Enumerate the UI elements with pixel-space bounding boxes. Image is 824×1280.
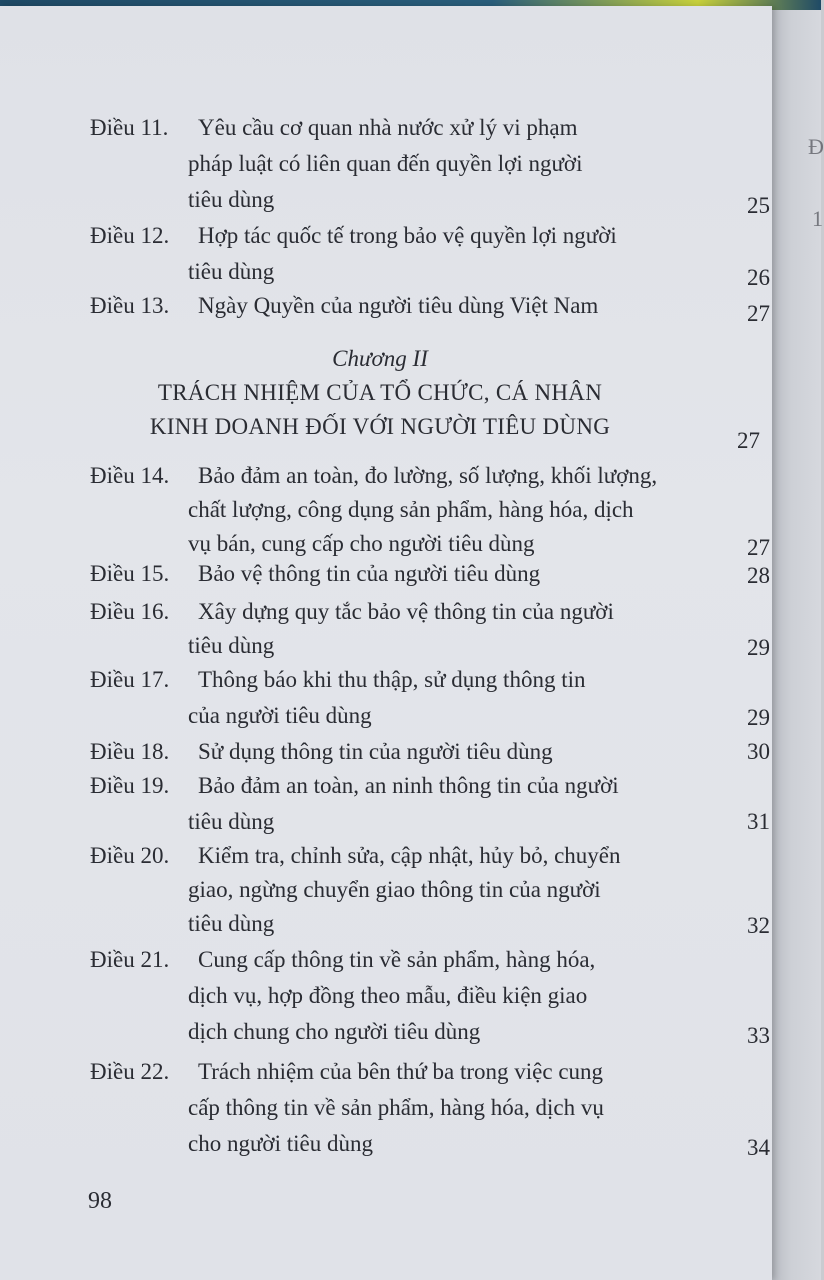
entry-page: 28 xyxy=(747,563,770,588)
entry-label: Điều 22. xyxy=(90,1059,170,1084)
book-page xyxy=(0,6,772,1280)
entry-line: cho người tiêu dùng xyxy=(188,1131,373,1156)
entry-line: Kiểm tra, chỉnh sửa, cập nhật, hủy bỏ, chuyển xyxy=(198,843,621,868)
toc-entry xyxy=(90,838,770,948)
toc-entry xyxy=(90,218,770,292)
toc-entry xyxy=(90,662,770,736)
chapter-title-line: KINH DOANH ĐỐI VỚI NGƯỜI TIÊU DÙNG xyxy=(149,414,611,439)
entry-label: Điều 11. xyxy=(90,115,169,140)
toc-entry xyxy=(90,110,770,220)
entry-page: 30 xyxy=(747,739,770,764)
entry-line: tiêu dùng xyxy=(188,633,275,658)
toc-entry xyxy=(90,942,770,1052)
entry-line: Trách nhiệm của bên thứ ba trong việc cung xyxy=(198,1059,604,1084)
toc-entry xyxy=(90,288,770,324)
entry-line: vụ bán, cung cấp cho người tiêu dùng xyxy=(188,531,535,556)
entry-page: 33 xyxy=(747,1023,770,1048)
entry-line: Thông báo khi thu thập, sử dụng thông tin xyxy=(198,667,586,692)
entry-page: 32 xyxy=(747,913,770,938)
entry-label: Điều 12. xyxy=(90,223,170,248)
next-page-edge xyxy=(772,10,824,1280)
entry-label: Điều 15. xyxy=(90,561,170,586)
entry-line: Xây dựng quy tắc bảo vệ thông tin của người xyxy=(198,599,614,624)
toc-entry xyxy=(90,556,770,592)
table-of-contents xyxy=(0,6,772,1280)
chapter-page: 27 xyxy=(737,428,760,453)
entry-line: cấp thông tin về sản phẩm, hàng hóa, dịch vụ xyxy=(188,1095,604,1120)
entry-line: Bảo vệ thông tin của người tiêu dùng xyxy=(198,561,541,586)
entry-label: Điều 19. xyxy=(90,773,170,798)
entry-line: chất lượng, công dụng sản phẩm, hàng hóa, dịch xyxy=(188,497,634,522)
chapter-heading xyxy=(90,342,670,444)
entry-label: Điều 14. xyxy=(90,463,170,488)
ghost-mark: 1 xyxy=(812,206,823,231)
chapter-label: Chương II xyxy=(332,346,428,371)
entry-line: tiêu dùng xyxy=(188,911,275,936)
entry-line: tiêu dùng xyxy=(188,809,275,834)
toc-entry xyxy=(90,594,770,668)
entry-line: Cung cấp thông tin về sản phẩm, hàng hóa, xyxy=(198,947,596,972)
entry-page: 27 xyxy=(747,301,770,326)
entry-line: Yêu cầu cơ quan nhà nước xử lý vi phạm xyxy=(198,115,578,140)
entry-line: Bảo đảm an toàn, an ninh thông tin của người xyxy=(198,773,619,798)
entry-line: Sử dụng thông tin của người tiêu dùng xyxy=(198,739,553,764)
toc-entry xyxy=(90,734,770,770)
toc-entry xyxy=(90,458,770,568)
entry-label: Điều 21. xyxy=(90,947,170,972)
entry-page: 31 xyxy=(747,809,770,834)
entry-line: pháp luật có liên quan đến quyền lợi người xyxy=(188,151,583,176)
entry-label: Điều 20. xyxy=(90,843,170,868)
entry-line: tiêu dùng xyxy=(188,187,275,212)
entry-line: dịch chung cho người tiêu dùng xyxy=(188,1019,481,1044)
entry-line: Ngày Quyền của người tiêu dùng Việt Nam xyxy=(198,293,599,318)
entry-line: của người tiêu dùng xyxy=(188,703,372,728)
entry-label: Điều 16. xyxy=(90,599,170,624)
entry-page: 29 xyxy=(747,635,770,660)
chapter-title-line: TRÁCH NHIỆM CỦA TỔ CHỨC, CÁ NHÂN xyxy=(157,380,603,405)
toc-entry xyxy=(90,768,770,842)
entry-label: Điều 18. xyxy=(90,739,170,764)
entry-line: giao, ngừng chuyển giao thông tin của người xyxy=(188,877,601,902)
ghost-mark: Đ xyxy=(808,134,824,159)
entry-line: Bảo đảm an toàn, đo lường, số lượng, khối lượng, xyxy=(198,463,658,488)
entry-line: dịch vụ, hợp đồng theo mẫu, điều kiện giao xyxy=(188,983,588,1008)
entry-page: 34 xyxy=(747,1135,770,1160)
entry-page: 27 xyxy=(747,535,770,560)
toc-entry xyxy=(90,1054,770,1164)
page-number: 98 xyxy=(88,1188,112,1214)
entry-line: Hợp tác quốc tế trong bảo vệ quyền lợi người xyxy=(198,223,617,248)
entry-label: Điều 17. xyxy=(90,667,170,692)
entry-label: Điều 13. xyxy=(90,293,170,318)
entry-page: 29 xyxy=(747,705,770,730)
entry-page: 25 xyxy=(747,193,770,218)
entry-page: 26 xyxy=(747,265,770,290)
entry-line: tiêu dùng xyxy=(188,259,275,284)
